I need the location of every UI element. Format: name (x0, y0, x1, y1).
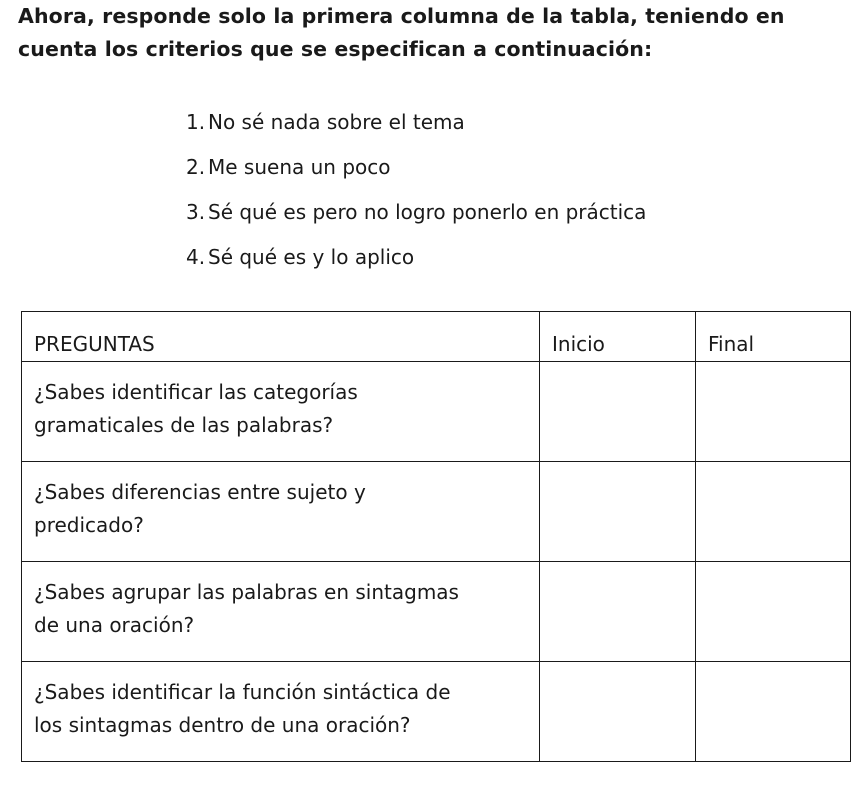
table-row (22, 362, 851, 462)
question-line: ¿Sabes agrupar las palabras en sintagmas (34, 580, 459, 604)
question-line: ¿Sabes identificar las categorías (34, 380, 358, 404)
criteria-text: Me suena un poco (208, 155, 391, 179)
question-cell (22, 562, 540, 662)
instructions-line-2: cuenta los criterios que se especifican a continuación: (18, 37, 653, 61)
end-answer-cell[interactable] (696, 562, 851, 662)
end-answer-cell[interactable] (696, 662, 851, 762)
question-line: predicado? (34, 513, 144, 537)
criteria-item (186, 145, 646, 190)
question-cell (22, 462, 540, 562)
criteria-number: 2. (186, 155, 206, 179)
question-line: ¿Sabes identificar la función sintáctica de (34, 680, 451, 704)
start-answer-cell[interactable] (540, 562, 696, 662)
table-row (22, 462, 851, 562)
start-answer-cell[interactable] (540, 662, 696, 762)
criteria-item (186, 190, 646, 235)
instructions-line-1: Ahora, responde solo la primera columna de la tabla, teniendo en (18, 4, 785, 28)
question-line: gramaticales de las palabras? (34, 413, 334, 437)
criteria-text: Sé qué es pero no logro ponerlo en práctica (208, 200, 647, 224)
instructions (18, 0, 838, 66)
criteria-number: 3. (186, 200, 206, 224)
table-row (22, 662, 851, 762)
table-row (22, 562, 851, 662)
criteria-number: 1. (186, 110, 206, 134)
question-cell (22, 362, 540, 462)
start-answer-cell[interactable] (540, 462, 696, 562)
end-answer-cell[interactable] (696, 362, 851, 462)
criteria-text: No sé nada sobre el tema (208, 110, 465, 134)
question-line: de una oración? (34, 613, 195, 637)
header-end: Final (696, 312, 851, 362)
criteria-number: 4. (186, 245, 206, 269)
questions-table (21, 311, 851, 762)
criteria-item (186, 235, 646, 280)
header-questions: PREGUNTAS (22, 312, 540, 362)
question-line: los sintagmas dentro de una oración? (34, 713, 411, 737)
criteria-text: Sé qué es y lo aplico (208, 245, 415, 269)
question-line: ¿Sabes diferencias entre sujeto y (34, 480, 366, 504)
table-header-row (22, 312, 851, 362)
criteria-item (186, 100, 646, 145)
header-start: Inicio (540, 312, 696, 362)
question-cell (22, 662, 540, 762)
end-answer-cell[interactable] (696, 462, 851, 562)
criteria-list (186, 100, 646, 280)
start-answer-cell[interactable] (540, 362, 696, 462)
